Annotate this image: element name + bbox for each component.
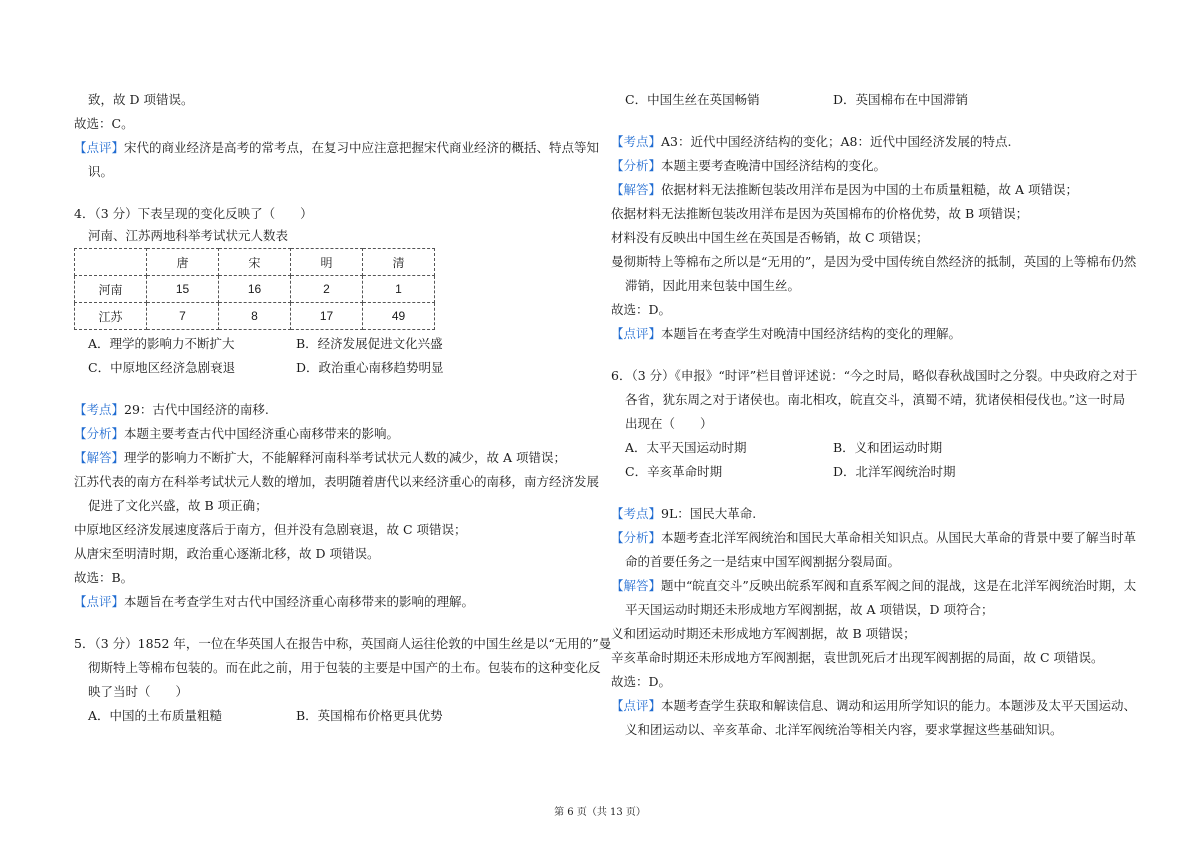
kaodian-tag: 【考点】: [611, 134, 662, 149]
table-cell: 宋: [219, 249, 291, 276]
fenxi-line: [74, 422, 594, 446]
table-cell: 17: [291, 303, 363, 330]
option-c: C．中原地区经济急剧衰退: [88, 360, 236, 375]
option-c: C．中国生丝在英国畅销: [625, 92, 760, 107]
jieda-text: 中原地区经济发展速度落后于南方，但并没有急剧衰退，故 C 项错误；: [74, 522, 467, 537]
table-cell: 明: [291, 249, 363, 276]
table-row: [75, 249, 435, 276]
dianping-tag: 【点评】: [611, 326, 662, 341]
table-cell: [75, 249, 147, 276]
fenxi-text: 命的首要任务之一是结束中国军阀割据分裂局面。: [625, 554, 901, 569]
q6-stem: 6．（3 分）《申报》“时评”栏目曾评述说：“今之时局，略似春秋战国时之分裂。中央政府之对于: [611, 368, 1138, 383]
jieda-text: 滞销，因此用来包装中国生丝。: [625, 278, 801, 293]
dianping-text: 义和团运动以、辛亥革命、北洋军阀统治等相关内容，要求掌握这些基础知识。: [625, 722, 1063, 737]
q4-options-row-2: [74, 356, 594, 380]
option-b: B．义和团运动时期: [833, 440, 943, 455]
q4-stem: 4．（3 分）下表呈现的变化反映了（ ）: [74, 206, 313, 221]
dianping-line: [611, 322, 1131, 346]
jieda-line: [74, 446, 594, 470]
option-b: B．经济发展促进文化兴盛: [296, 336, 443, 351]
q5-stem: 5．（3 分）1852 年，一位在华英国人在报告中称，英国商人运往伦敦的中国生丝是以“无用的”曼: [74, 636, 612, 651]
table-cell: 16: [219, 276, 291, 303]
kaodian-tag: 【考点】: [74, 402, 125, 417]
q4-table: [74, 248, 435, 330]
jieda-text: 题中“皖直交斗”反映出皖系军阀和直系军阀之间的混战，这是在北洋军阀统治时期，太: [661, 578, 1137, 593]
dianping-tag: 【点评】: [611, 698, 662, 713]
fenxi-tag: 【分析】: [611, 158, 662, 173]
table-cell: 49: [363, 303, 435, 330]
jieda-text: 促进了文化兴盛，故 B 项正确；: [88, 498, 268, 513]
dianping-text: 本题考查学生获取和解读信息、调动和运用所学知识的能力。本题涉及太平天国运动、: [661, 698, 1137, 713]
answer-line: 故选：D。: [611, 302, 672, 317]
comment-text: 宋代的商业经济是高考的常考点，在复习中应注意把握宋代商业经济的概括、特点等知: [124, 140, 600, 155]
q5-options-row-2: [611, 88, 1131, 112]
kaodian-text: 9L：国民大革命.: [661, 506, 757, 521]
fenxi-tag: 【分析】: [611, 530, 662, 545]
jieda-line: [611, 178, 1131, 202]
option-d: D．北洋军阀统治时期: [833, 464, 956, 479]
jieda-text: 曼彻斯特上等棉布之所以是“无用的”，是因为受中国传统自然经济的抵制，英国的上等棉布仍然: [611, 254, 1137, 269]
q6-stem: 各省，犹东周之对于诸侯也。南北相攻，皖直交斗，滇蜀不靖，犹诸侯相侵伐也。”这一时局: [625, 392, 1126, 407]
table-cell: 2: [291, 276, 363, 303]
jieda-line: [611, 574, 1137, 598]
fenxi-text: 本题主要考查古代中国经济重心南移带来的影响。: [124, 426, 400, 441]
table-row: [75, 303, 435, 330]
option-a: A．太平天国运动时期: [625, 440, 747, 455]
table-cell: 江苏: [75, 303, 147, 330]
dianping-text: 本题旨在考查学生对晚清中国经济结构的变化的理解。: [661, 326, 962, 341]
kaodian-text: A3：近代中国经济结构的变化；A8：近代中国经济发展的特点.: [661, 134, 1012, 149]
option-a: A．中国的土布质量粗糙: [88, 708, 223, 723]
q5-options-row-1: [74, 704, 594, 728]
fenxi-text: 本题考查北洋军阀统治和国民大革命相关知识点。从国民大革命的背景中要了解当时革: [661, 530, 1137, 545]
jieda-text: 依据材料无法推断包装改用洋布是因为英国棉布的价格优势，故 B 项错误；: [611, 206, 1029, 221]
option-c: C．辛亥革命时期: [625, 464, 723, 479]
option-d: D．政治重心南移趋势明显: [296, 360, 444, 375]
kaodian-line: [74, 398, 594, 422]
dianping-line: [611, 694, 1137, 718]
jieda-text: 从唐宋至明清时期，政治重心逐渐北移，故 D 项错误。: [74, 546, 380, 561]
text-line: 致，故 D 项错误。: [88, 92, 194, 107]
right-column: [611, 88, 1138, 742]
jieda-text: 平天国运动时期还未形成地方军阀割据，故 A 项错误，D 项符合；: [625, 602, 994, 617]
jieda-text: 依据材料无法推断包装改用洋布是因为中国的土布质量粗糙，故 A 项错误；: [661, 182, 1078, 197]
q6-options-row-1: [611, 436, 1131, 460]
comment-line: [74, 136, 600, 160]
table-cell: 1: [363, 276, 435, 303]
kaodian-text: 29：古代中国经济的南移.: [124, 402, 269, 417]
jieda-tag: 【解答】: [611, 182, 662, 197]
q4-options-row-1: [74, 332, 594, 356]
answer-line: 故选：B。: [74, 570, 134, 585]
table-cell: 15: [147, 276, 219, 303]
answer-line: 故选：C。: [74, 116, 134, 131]
table-cell: 7: [147, 303, 219, 330]
jieda-text: 辛亥革命时期还未形成地方军阀割据，袁世凯死后才出现军阀割据的局面，故 C 项错误。: [611, 650, 1104, 665]
jieda-tag: 【解答】: [74, 450, 125, 465]
answer-line: 故选：D。: [611, 674, 672, 689]
q5-stem: 映了当时（ ）: [88, 684, 189, 699]
option-d: D．英国棉布在中国滞销: [833, 92, 969, 107]
jieda-text: 材料没有反映出中国生丝在英国是否畅销，故 C 项错误；: [611, 230, 929, 245]
jieda-text: 理学的影响力不断扩大，不能解释河南科举考试状元人数的减少，故 A 项错误；: [124, 450, 566, 465]
table-cell: 河南: [75, 276, 147, 303]
q6-stem: 出现在（ ）: [625, 416, 713, 431]
dianping-tag: 【点评】: [74, 594, 125, 609]
table-row: [75, 276, 435, 303]
option-a: A．理学的影响力不断扩大: [88, 336, 235, 351]
jieda-text: 江苏代表的南方在科举考试状元人数的增加，表明随着唐代以来经济重心的南移，南方经济发展: [74, 474, 600, 489]
q6-options-row-2: [611, 460, 1131, 484]
q4-table-title: 河南、江苏两地科举考试状元人数表: [88, 228, 289, 243]
dianping-line: [74, 590, 594, 614]
fenxi-line: [611, 526, 1137, 550]
page-footer: 第 6 页（共 13 页）: [554, 807, 646, 818]
dianping-text: 本题旨在考查学生对古代中国经济重心南移带来的影响的理解。: [124, 594, 475, 609]
table-cell: 8: [219, 303, 291, 330]
left-column: [74, 88, 612, 728]
kaodian-tag: 【考点】: [611, 506, 662, 521]
kaodian-line: [611, 130, 1131, 154]
fenxi-text: 本题主要考查晚清中国经济结构的变化。: [661, 158, 887, 173]
kaodian-line: [611, 502, 1131, 526]
comment-text: 识。: [88, 164, 114, 179]
table-cell: 清: [363, 249, 435, 276]
fenxi-line: [611, 154, 1131, 178]
jieda-tag: 【解答】: [611, 578, 662, 593]
fenxi-tag: 【分析】: [74, 426, 125, 441]
q5-stem: 彻斯特上等棉布包装的。而在此之前，用于包装的主要是中国产的土布。包装布的这种变化反: [88, 660, 601, 675]
option-b: B．英国棉布价格更具优势: [296, 708, 443, 723]
comment-tag: 【点评】: [74, 140, 125, 155]
jieda-text: 义和团运动时期还未形成地方军阀割据，故 B 项错误；: [611, 626, 916, 641]
table-cell: 唐: [147, 249, 219, 276]
